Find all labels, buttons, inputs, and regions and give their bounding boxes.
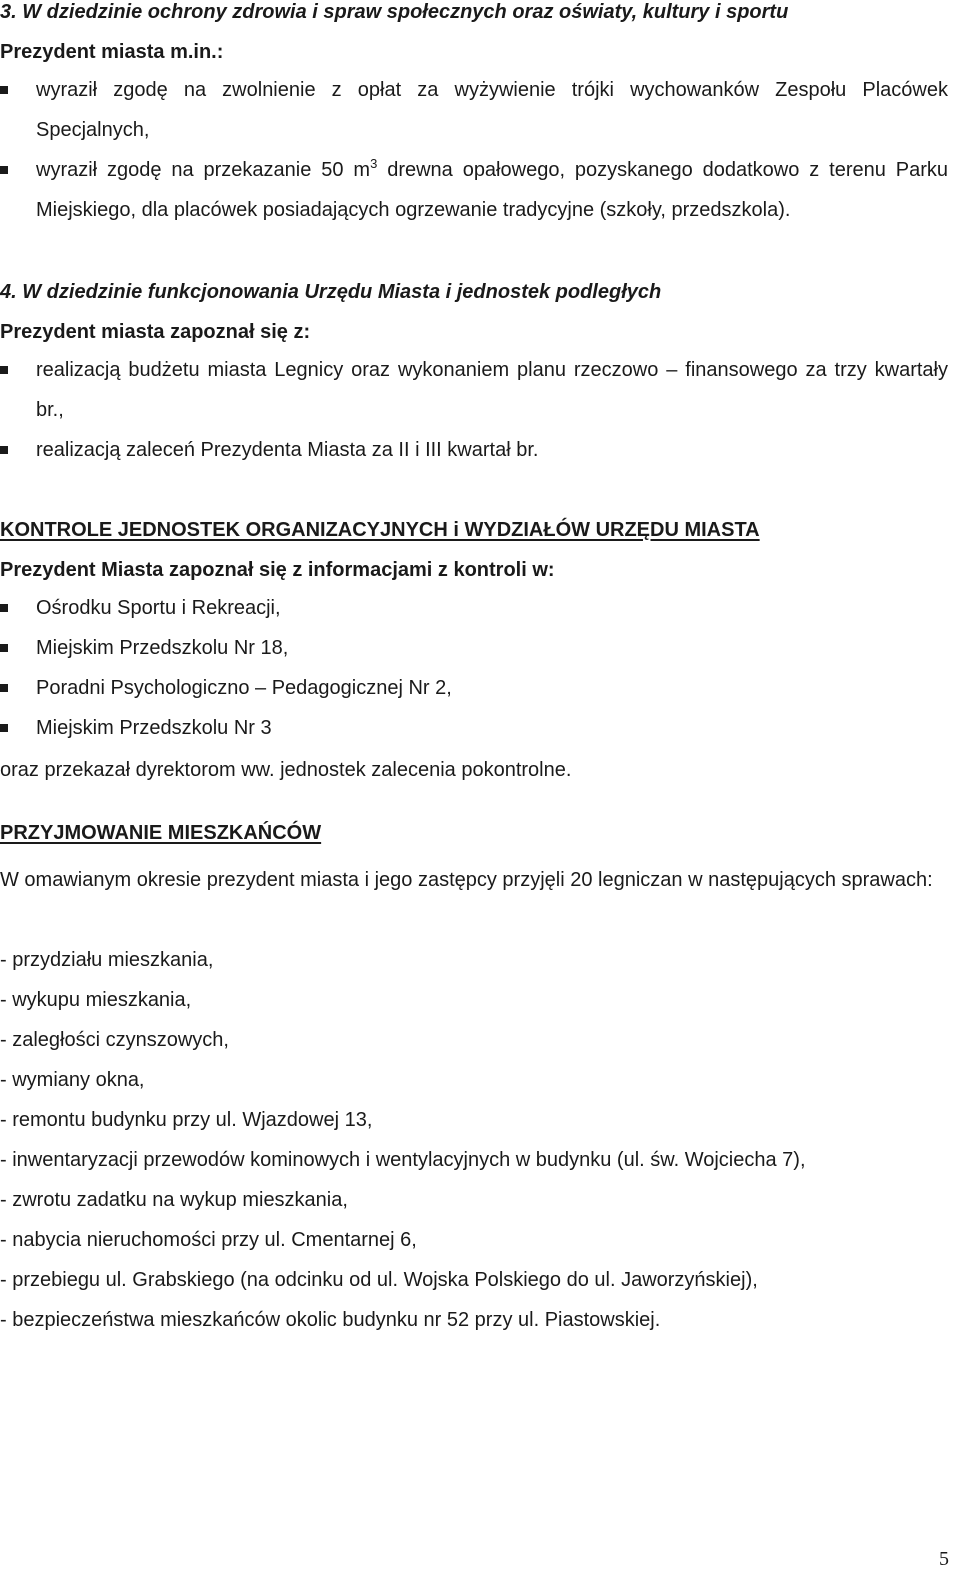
page-number: 5: [939, 1548, 949, 1570]
bullet-icon: [0, 366, 8, 374]
list-item: Poradni Psychologiczno – Pedagogicznej Nr 2,: [36, 677, 452, 699]
list-item: - przebiegu ul. Grabskiego (na odcinku od ul. Wojska Polskiego do ul. Jaworzyńskiej),: [0, 1269, 758, 1291]
list-item: realizacją zaleceń Prezydenta Miasta za II i III kwartał br.: [36, 439, 539, 461]
list-item: - remontu budynku przy ul. Wjazdowej 13,: [0, 1109, 373, 1131]
list-item: Miejskim Przedszkolu Nr 3: [36, 717, 272, 739]
section-4-intro: Prezydent miasta zapoznał się z:: [0, 321, 311, 343]
list-item: - zwrotu zadatku na wykup mieszkania,: [0, 1189, 348, 1211]
list-item: realizacją budżetu miasta Legnicy oraz wykonaniem planu rzeczowo – finansowego za trzy kwartały br.,: [36, 359, 948, 421]
list-item: wyraził zgodę na przekazanie 50 $m^3$ drewna opałowego, pozyskanego dodatkowo z terenu Parku Miejskiego, dla placówek posiadających ogrzewanie tradycyjne (szkoły, przedszkola).: [36, 156, 949, 221]
bullet-icon: [0, 166, 8, 174]
section-4-heading: 4. W dziedzinie funkcjonowania Urzędu Miasta i jednostek podległych: [0, 281, 662, 303]
przyjmowanie-intro: W omawianym okresie prezydent miasta i jego zastępcy przyjęli 20 legniczan w następujących sprawach:: [0, 869, 933, 891]
list-item: - wymiany okna,: [0, 1069, 145, 1091]
list-item: - wykupu mieszkania,: [0, 989, 192, 1011]
bullet-icon: [0, 724, 8, 732]
kontrole-intro: Prezydent Miasta zapoznał się z informacjami z kontroli w:: [0, 559, 555, 581]
list-item: - zaległości czynszowych,: [0, 1029, 229, 1051]
list-item: wyraził zgodę na zwolnienie z opłat za wyżywienie trójki wychowanków Zespołu Placówek Specjalnych,: [36, 79, 948, 141]
bullet-icon: [0, 446, 8, 454]
list-item: - inwentaryzacji przewodów kominowych i wentylacyjnych w budynku (ul. św. Wojciecha 7),: [0, 1149, 806, 1171]
list-item: - nabycia nieruchomości przy ul. Cmentarnej 6,: [0, 1229, 417, 1251]
bullet-icon: [0, 604, 8, 612]
list-item: - bezpieczeństwa mieszkańców okolic budynku nr 52 przy ul. Piastowskiej.: [0, 1309, 661, 1331]
przyjmowanie-heading: PRZYJMOWANIE MIESZKAŃCÓW: [0, 822, 322, 844]
kontrole-heading: KONTROLE JEDNOSTEK ORGANIZACYJNYCH i WYDZIAŁÓW URZĘDU MIASTA: [0, 519, 760, 541]
list-item: Ośrodku Sportu i Rekreacji,: [36, 597, 281, 619]
section-3-heading: 3. W dziedzinie ochrony zdrowia i spraw społecznych oraz oświaty, kultury i sportu: [0, 1, 789, 23]
bullet-icon: [0, 644, 8, 652]
list-item: - przydziału mieszkania,: [0, 949, 214, 971]
section-3-intro: Prezydent miasta m.in.:: [0, 41, 224, 63]
bullet-icon: [0, 684, 8, 692]
list-item: Miejskim Przedszkolu Nr 18,: [36, 637, 289, 659]
bullet-icon: [0, 86, 8, 94]
kontrole-outro: oraz przekazał dyrektorom ww. jednostek zalecenia pokontrolne.: [0, 759, 572, 781]
